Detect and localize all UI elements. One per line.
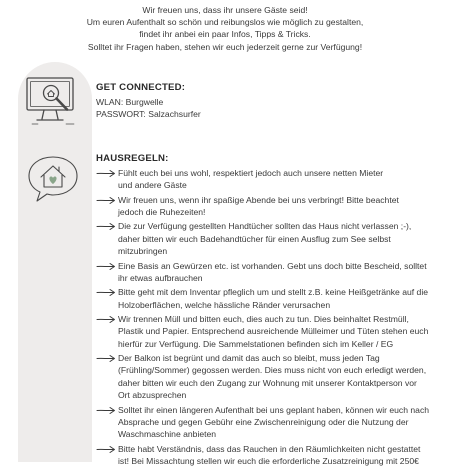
rule-line: und andere Gäste bbox=[118, 180, 187, 191]
rule-item bbox=[96, 220, 436, 257]
rule-item bbox=[96, 313, 436, 350]
wlan-password: PASSWORT: Salzachsurfer bbox=[96, 109, 201, 119]
arrow-right-icon bbox=[96, 315, 116, 324]
wlan-name: WLAN: Burgwelle bbox=[96, 97, 164, 107]
rule-item bbox=[96, 167, 436, 192]
arrow-right-icon bbox=[96, 169, 116, 178]
arrow-right-icon bbox=[96, 354, 116, 363]
rule-item bbox=[96, 352, 436, 402]
rule-line: Wir freuen uns, wenn ihr spaßige Abende bei uns verbringt! Bitte beachtet bbox=[118, 194, 399, 205]
rule-line: Wir trennen Müll und bitten euch, dies auch zu tun. Dies beinhaltet Restmüll, bbox=[118, 313, 409, 324]
arrow-right-icon bbox=[96, 288, 116, 297]
intro-line: findet ihr anbei ein paar Infos, Tipps & Tricks. bbox=[139, 29, 311, 40]
arrow-right-icon bbox=[96, 262, 116, 271]
rule-item bbox=[96, 443, 436, 468]
house-rules-list bbox=[96, 167, 436, 469]
get-connected-heading: GET CONNECTED: bbox=[96, 82, 186, 93]
rule-line: hierfür zur Verfügung. Die Sammelstationen befinden sich im Keller / EG bbox=[118, 338, 394, 349]
rule-line: (Frühling/Sommer) gegossen werden. Dies muss nicht von euch erledigt werden, bbox=[118, 365, 427, 376]
rule-line: Bitte geht mit dem Inventar pfleglich um und stellt z.B. keine Heißgetränke auf die bbox=[118, 287, 429, 298]
intro-text bbox=[30, 4, 420, 53]
arrow-right-icon bbox=[96, 406, 116, 415]
rule-item bbox=[96, 260, 436, 285]
rule-line: ihr etwas aufbrauchen bbox=[118, 272, 203, 283]
rule-line: Plastik und Papier. Entsprechend ausreichende Mülleimer und Tüten stehen euch bbox=[118, 326, 429, 337]
rule-line: Solltet ihr einen längeren Aufenthalt bei uns geplant haben, können wir euch nach bbox=[118, 404, 430, 415]
rule-line: Holzoberflächen, welche hässliche Ränder verursachen bbox=[118, 299, 331, 310]
rule-line: Die zur Verfügung gestellten Handtücher sollten das Haus nicht verlassen ;-), bbox=[118, 221, 412, 232]
rule-line: daher bitten wir euch Badehandtücher für einen Ausflug zum See selbst bbox=[118, 233, 391, 244]
rule-line: Fühlt euch bei uns wohl, respektiert jedoch auch unsere netten Mieter bbox=[118, 168, 384, 178]
rule-line: daher bitten wir euch den Zugang zur Wohnung mit unserer Kontaktperson vor bbox=[118, 377, 417, 388]
rule-line: Bitte habt Verständnis, dass das Rauchen in den Räumlichkeiten nicht gestattet bbox=[118, 443, 421, 454]
rule-line: Waschmaschine anbieten bbox=[118, 429, 217, 440]
arrow-right-icon bbox=[96, 196, 116, 205]
rule-line: Absprache und gegen Gebühr eine Zwischenreinigung oder die Nutzung der bbox=[118, 416, 409, 427]
arrow-right-icon bbox=[96, 445, 116, 454]
rule-line: mitzubringen bbox=[118, 246, 168, 257]
rule-item bbox=[96, 404, 436, 441]
rule-line: Ort abzusprechen bbox=[118, 390, 187, 401]
intro-line: Um euren Aufenthalt so schön und reibungslos wie möglich zu gestalten, bbox=[86, 17, 364, 28]
rule-line: jedoch die Ruhezeiten! bbox=[118, 207, 206, 218]
rule-item bbox=[96, 194, 436, 219]
rule-item bbox=[96, 286, 436, 311]
computer-search-house-icon bbox=[22, 72, 84, 128]
house-speech-bubble-icon bbox=[24, 150, 82, 208]
intro-line: Wir freuen uns, dass ihr unsere Gäste seid! bbox=[142, 5, 308, 15]
intro-line: Solltet ihr Fragen haben, stehen wir euch jederzeit gerne zur Verfügung! bbox=[87, 41, 363, 52]
rule-line: Der Balkon ist begrünt und damit das auch so bleibt, muss jeden Tag bbox=[118, 353, 380, 364]
house-rules-heading: HAUSREGELN: bbox=[96, 153, 169, 164]
rule-line: ist! Bei Missachtung stellen wir euch die erforderliche Zusatzreinigung mit 250€ bbox=[118, 456, 419, 467]
rule-line: Eine Basis an Gewürzen etc. ist vorhanden. Gebt uns doch bitte Bescheid, solltet bbox=[118, 260, 427, 271]
arrow-right-icon bbox=[96, 222, 116, 231]
